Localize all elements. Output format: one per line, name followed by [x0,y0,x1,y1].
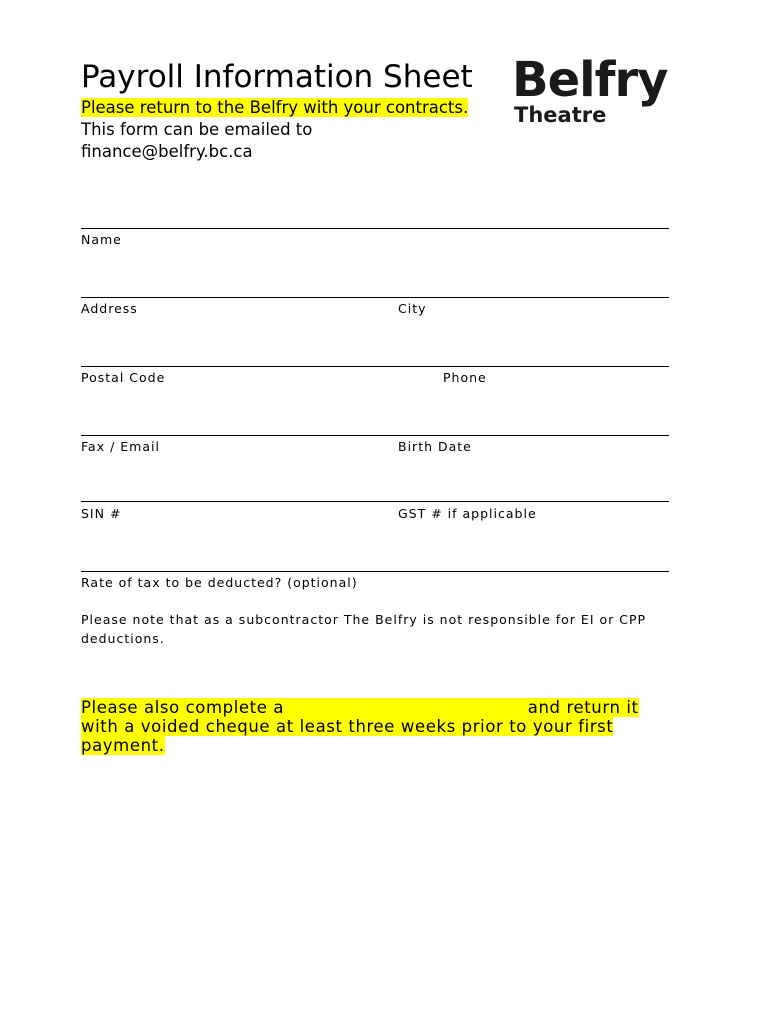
email-address[interactable]: finance@belfry.bc.ca [81,142,253,161]
address-label: Address [81,301,138,316]
fax-email-label: Fax / Email [81,439,160,454]
sin-label: SIN # [81,506,122,521]
email-instruction: This form can be emailed to [81,120,313,139]
name-line[interactable] [81,228,669,229]
address-city-line[interactable] [81,297,669,298]
logo-name: Belfry [512,52,668,108]
subcontractor-note: Please note that as a subcontractor The Belfry is not responsible for EI or CPP deductions. [81,612,647,646]
belfry-theatre-logo [512,52,682,132]
tax-rate-label: Rate of tax to be deducted? (optional) [81,575,358,590]
form-link-blank[interactable] [290,698,522,717]
name-label: Name [81,232,122,247]
instruction-part-2: and return it [527,698,639,717]
instruction-line-2-text: with a voided cheque at least three weeks prior to your first [81,717,614,736]
sin-gst-line[interactable] [81,501,669,502]
logo-subtitle: Theatre [514,103,607,127]
instruction-line-2 [81,717,693,736]
page-title: Payroll Information Sheet [81,59,473,95]
gst-label: GST # if applicable [398,506,537,521]
instruction-line-3 [81,736,693,755]
postal-phone-line[interactable] [81,366,669,367]
city-label: City [398,301,427,316]
instruction-line-3-text: payment. [81,736,165,755]
completion-instructions [81,698,693,755]
fax-birth-line[interactable] [81,435,669,436]
return-note-text: Please return to the Belfry with your contracts. [81,98,469,117]
instruction-line-1 [81,698,693,717]
birth-date-label: Birth Date [398,439,472,454]
phone-label: Phone [443,370,487,385]
instruction-part-1: Please also complete a [81,698,285,717]
return-note [81,97,468,118]
postal-code-label: Postal Code [81,370,166,385]
tax-rate-line[interactable] [81,571,669,572]
